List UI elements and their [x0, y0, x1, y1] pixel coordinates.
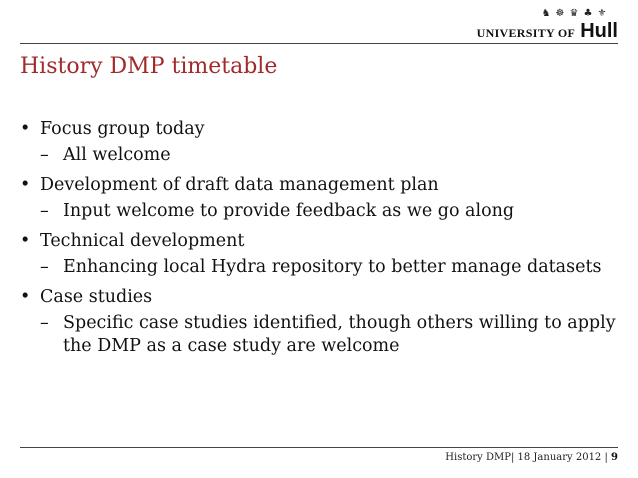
- bullet-icon: •: [20, 231, 31, 251]
- slide-footer: [445, 452, 618, 463]
- footer-text: History DMP| 18 January 2012 |: [445, 452, 608, 463]
- dash-icon: –: [40, 257, 49, 277]
- sub-bullet-text: Specific case studies identified, though others willing to apply the DMP as a case study are welcome: [63, 313, 616, 356]
- bullet-item: [20, 286, 620, 309]
- bullet-text: Technical development: [40, 231, 245, 251]
- sub-bullet-item: [20, 144, 620, 167]
- bullet-text: Case studies: [40, 287, 153, 307]
- footer-divider: [20, 447, 618, 448]
- dash-icon: –: [40, 145, 49, 165]
- logo-wordmark: [477, 20, 618, 43]
- logo-text: UNIVERSITY OF: [476, 26, 576, 40]
- university-logo: [476, 8, 618, 42]
- crest-icon: ♛: [569, 8, 579, 19]
- crest-icon: ♞: [541, 8, 551, 19]
- logo-name: Hull: [580, 20, 618, 42]
- bullet-text: Focus group today: [40, 119, 205, 139]
- bullet-item: [20, 118, 620, 141]
- bullet-text: Development of draft data management plan: [40, 175, 439, 195]
- crest-icon: ⚜: [597, 8, 607, 19]
- crest-icon: ☸: [555, 8, 565, 19]
- bullet-item: [20, 230, 620, 253]
- sub-bullet-text: All welcome: [63, 145, 171, 165]
- sub-bullet-text: Enhancing local Hydra repository to better manage datasets: [63, 257, 602, 277]
- bullet-list: [20, 118, 620, 358]
- crest-icon: ♣: [583, 8, 593, 19]
- sub-bullet-item: [20, 312, 620, 358]
- page-number: 9: [611, 452, 618, 463]
- bullet-icon: •: [20, 175, 31, 195]
- dash-icon: –: [40, 313, 49, 333]
- crest-icons: [540, 8, 608, 20]
- sub-bullet-item: [20, 256, 620, 279]
- sub-bullet-text: Input welcome to provide feedback as we go along: [63, 201, 515, 221]
- slide-title: History DMP timetable: [20, 54, 278, 79]
- bullet-icon: •: [20, 287, 31, 307]
- bullet-item: [20, 174, 620, 197]
- bullet-icon: •: [20, 119, 31, 139]
- sub-bullet-item: [20, 200, 620, 223]
- dash-icon: –: [40, 201, 49, 221]
- header-divider: [20, 43, 618, 44]
